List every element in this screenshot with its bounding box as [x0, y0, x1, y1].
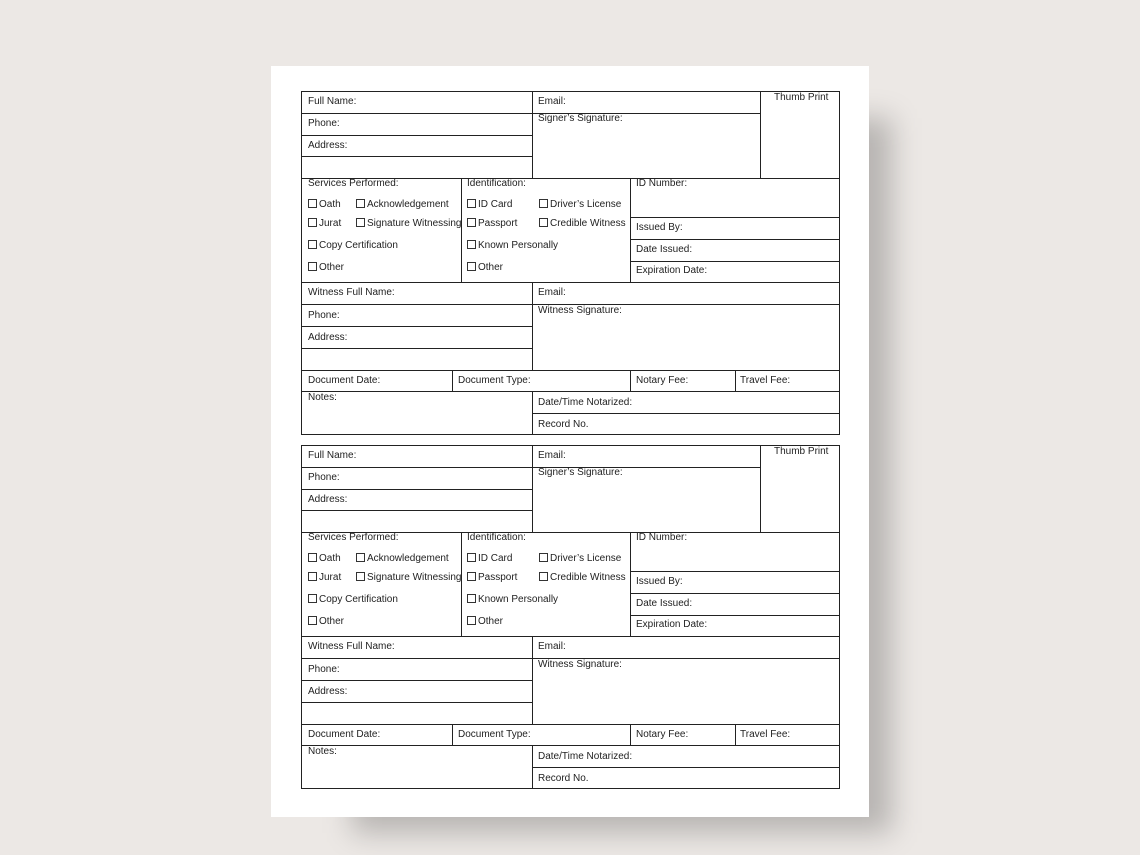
border-line	[301, 282, 840, 283]
border-line	[301, 489, 532, 490]
border-line	[301, 467, 760, 468]
phone-label: Phone:	[308, 118, 340, 129]
issued-by-label: Issued By:	[636, 576, 683, 587]
checkbox-box[interactable]	[467, 262, 476, 271]
copy-certification-checkbox[interactable]: Copy Certification	[308, 594, 398, 606]
checkbox-box[interactable]	[356, 572, 365, 581]
border-line	[735, 370, 736, 392]
passport-checkbox[interactable]: Passport	[467, 218, 517, 230]
border-line	[760, 91, 761, 179]
identification-label: Identification:	[467, 178, 526, 189]
witness-email-label: Email:	[538, 641, 566, 652]
id-number-label: ID Number:	[636, 178, 688, 189]
document-date-label: Document Date:	[308, 729, 381, 740]
border-line	[301, 702, 532, 703]
border-line	[630, 571, 840, 572]
border-line	[301, 135, 532, 136]
border-line	[630, 217, 840, 218]
checkbox-box[interactable]	[356, 199, 365, 208]
border-line	[532, 445, 533, 533]
expiration-date-label: Expiration Date:	[636, 265, 708, 276]
oath-checkbox[interactable]: Oath	[308, 553, 341, 565]
witness-address-label: Address:	[308, 332, 348, 343]
expiration-date-label: Expiration Date:	[636, 619, 708, 630]
signer-signature-label: Signer’s Signature:	[538, 113, 623, 124]
full-name-label: Full Name:	[308, 450, 357, 461]
email-label: Email:	[538, 450, 566, 461]
checkbox-box[interactable]	[539, 199, 548, 208]
border-line	[630, 615, 840, 616]
border-line	[839, 445, 840, 789]
checkbox-box[interactable]	[467, 553, 476, 562]
border-line	[630, 593, 840, 594]
identification-other-checkbox[interactable]: Other	[467, 616, 503, 628]
checkbox-box[interactable]	[308, 616, 317, 625]
border-line	[301, 91, 302, 435]
checkbox-box[interactable]	[467, 199, 476, 208]
document-type-label: Document Type:	[458, 729, 531, 740]
witness-signature-label: Witness Signature:	[538, 305, 622, 316]
acknowledgement-checkbox[interactable]: Acknowledgement	[356, 553, 449, 565]
border-line	[630, 261, 840, 262]
border-line	[630, 724, 631, 746]
jurat-checkbox[interactable]: Jurat	[308, 572, 341, 584]
border-line	[301, 434, 840, 435]
identification-label: Identification:	[467, 532, 526, 543]
border-line	[301, 370, 840, 371]
copy-certification-checkbox[interactable]: Copy Certification	[308, 240, 398, 252]
datetime-notarized-label: Date/Time Notarized:	[538, 751, 633, 762]
record-no-label: Record No.	[538, 419, 589, 430]
border-line	[735, 724, 736, 746]
border-line	[532, 391, 533, 435]
border-line	[630, 532, 631, 636]
issued-by-label: Issued By:	[636, 222, 683, 233]
border-line	[532, 636, 533, 724]
datetime-notarized-label: Date/Time Notarized:	[538, 397, 633, 408]
travel-fee-label: Travel Fee:	[740, 375, 791, 386]
border-line	[532, 745, 533, 789]
border-line	[532, 413, 840, 414]
checkbox-box[interactable]	[467, 572, 476, 581]
signature-witnessing-checkbox[interactable]: Signature Witnessing	[356, 218, 462, 230]
jurat-checkbox[interactable]: Jurat	[308, 218, 341, 230]
acknowledgement-checkbox[interactable]: Acknowledgement	[356, 199, 449, 211]
border-line	[301, 724, 840, 725]
witness-address-label: Address:	[308, 686, 348, 697]
notary-fee-label: Notary Fee:	[636, 729, 689, 740]
drivers-license-checkbox[interactable]: Driver’s License	[539, 199, 621, 211]
border-line	[301, 326, 532, 327]
address-label: Address:	[308, 140, 348, 151]
thumb-print-label: Thumb Print	[774, 446, 829, 457]
id-card-checkbox[interactable]: ID Card	[467, 199, 512, 211]
witness-email-label: Email:	[538, 287, 566, 298]
checkbox-box[interactable]	[356, 553, 365, 562]
known-personally-checkbox[interactable]: Known Personally	[467, 240, 558, 252]
checkbox-box[interactable]	[467, 594, 476, 603]
services-performed-label: Services Performed:	[308, 532, 399, 543]
document-date-label: Document Date:	[308, 375, 381, 386]
notes-label: Notes:	[308, 746, 337, 757]
document-type-label: Document Type:	[458, 375, 531, 386]
border-line	[301, 745, 840, 746]
checkbox-box[interactable]	[308, 218, 317, 227]
border-line	[630, 239, 840, 240]
signer-signature-label: Signer’s Signature:	[538, 467, 623, 478]
witness-full-name-label: Witness Full Name:	[308, 641, 395, 652]
checkbox-box[interactable]	[308, 262, 317, 271]
border-line	[452, 724, 453, 746]
services-other-checkbox[interactable]: Other	[308, 616, 344, 628]
date-issued-label: Date Issued:	[636, 244, 693, 255]
witness-signature-label: Witness Signature:	[538, 659, 622, 670]
id-number-label: ID Number:	[636, 532, 688, 543]
border-line	[301, 636, 840, 637]
border-line	[301, 113, 760, 114]
known-personally-checkbox[interactable]: Known Personally	[467, 594, 558, 606]
journal-entry-2	[301, 445, 840, 789]
border-line	[301, 156, 532, 157]
checkbox-box[interactable]	[539, 553, 548, 562]
witness-full-name-label: Witness Full Name:	[308, 287, 395, 298]
border-line	[630, 370, 631, 392]
checkbox-box[interactable]	[308, 553, 317, 562]
signature-witnessing-checkbox[interactable]: Signature Witnessing	[356, 572, 462, 584]
border-line	[532, 282, 533, 370]
border-line	[461, 532, 462, 636]
thumb-print-label: Thumb Print	[774, 92, 829, 103]
phone-label: Phone:	[308, 472, 340, 483]
border-line	[301, 348, 532, 349]
border-line	[452, 370, 453, 392]
credible-witness-checkbox[interactable]: Credible Witness	[539, 572, 626, 584]
id-card-checkbox[interactable]: ID Card	[467, 553, 512, 565]
checkbox-box[interactable]	[467, 240, 476, 249]
checkbox-box[interactable]	[467, 218, 476, 227]
notary-fee-label: Notary Fee:	[636, 375, 689, 386]
witness-phone-label: Phone:	[308, 664, 340, 675]
full-name-label: Full Name:	[308, 96, 357, 107]
record-no-label: Record No.	[538, 773, 589, 784]
notes-label: Notes:	[308, 392, 337, 403]
border-line	[532, 767, 840, 768]
drivers-license-checkbox[interactable]: Driver’s License	[539, 553, 621, 565]
services-performed-label: Services Performed:	[308, 178, 399, 189]
checkbox-box[interactable]	[356, 218, 365, 227]
checkbox-box[interactable]	[308, 240, 317, 249]
border-line	[532, 91, 533, 179]
date-issued-label: Date Issued:	[636, 598, 693, 609]
credible-witness-checkbox[interactable]: Credible Witness	[539, 218, 626, 230]
address-label: Address:	[308, 494, 348, 505]
border-line	[630, 178, 631, 282]
border-line	[461, 178, 462, 282]
border-line	[301, 510, 532, 511]
passport-checkbox[interactable]: Passport	[467, 572, 517, 584]
checkbox-box[interactable]	[467, 616, 476, 625]
checkbox-box[interactable]	[308, 594, 317, 603]
border-line	[301, 391, 840, 392]
border-line	[760, 445, 761, 533]
oath-checkbox[interactable]: Oath	[308, 199, 341, 211]
border-line	[301, 445, 302, 789]
journal-entry-1	[301, 91, 840, 435]
border-line	[839, 91, 840, 435]
checkbox-box[interactable]	[308, 199, 317, 208]
border-line	[301, 788, 840, 789]
checkbox-box[interactable]	[308, 572, 317, 581]
checkbox-box[interactable]	[539, 572, 548, 581]
identification-other-checkbox[interactable]: Other	[467, 262, 503, 274]
email-label: Email:	[538, 96, 566, 107]
border-line	[301, 680, 532, 681]
checkbox-box[interactable]	[539, 218, 548, 227]
witness-phone-label: Phone:	[308, 310, 340, 321]
travel-fee-label: Travel Fee:	[740, 729, 791, 740]
services-other-checkbox[interactable]: Other	[308, 262, 344, 274]
